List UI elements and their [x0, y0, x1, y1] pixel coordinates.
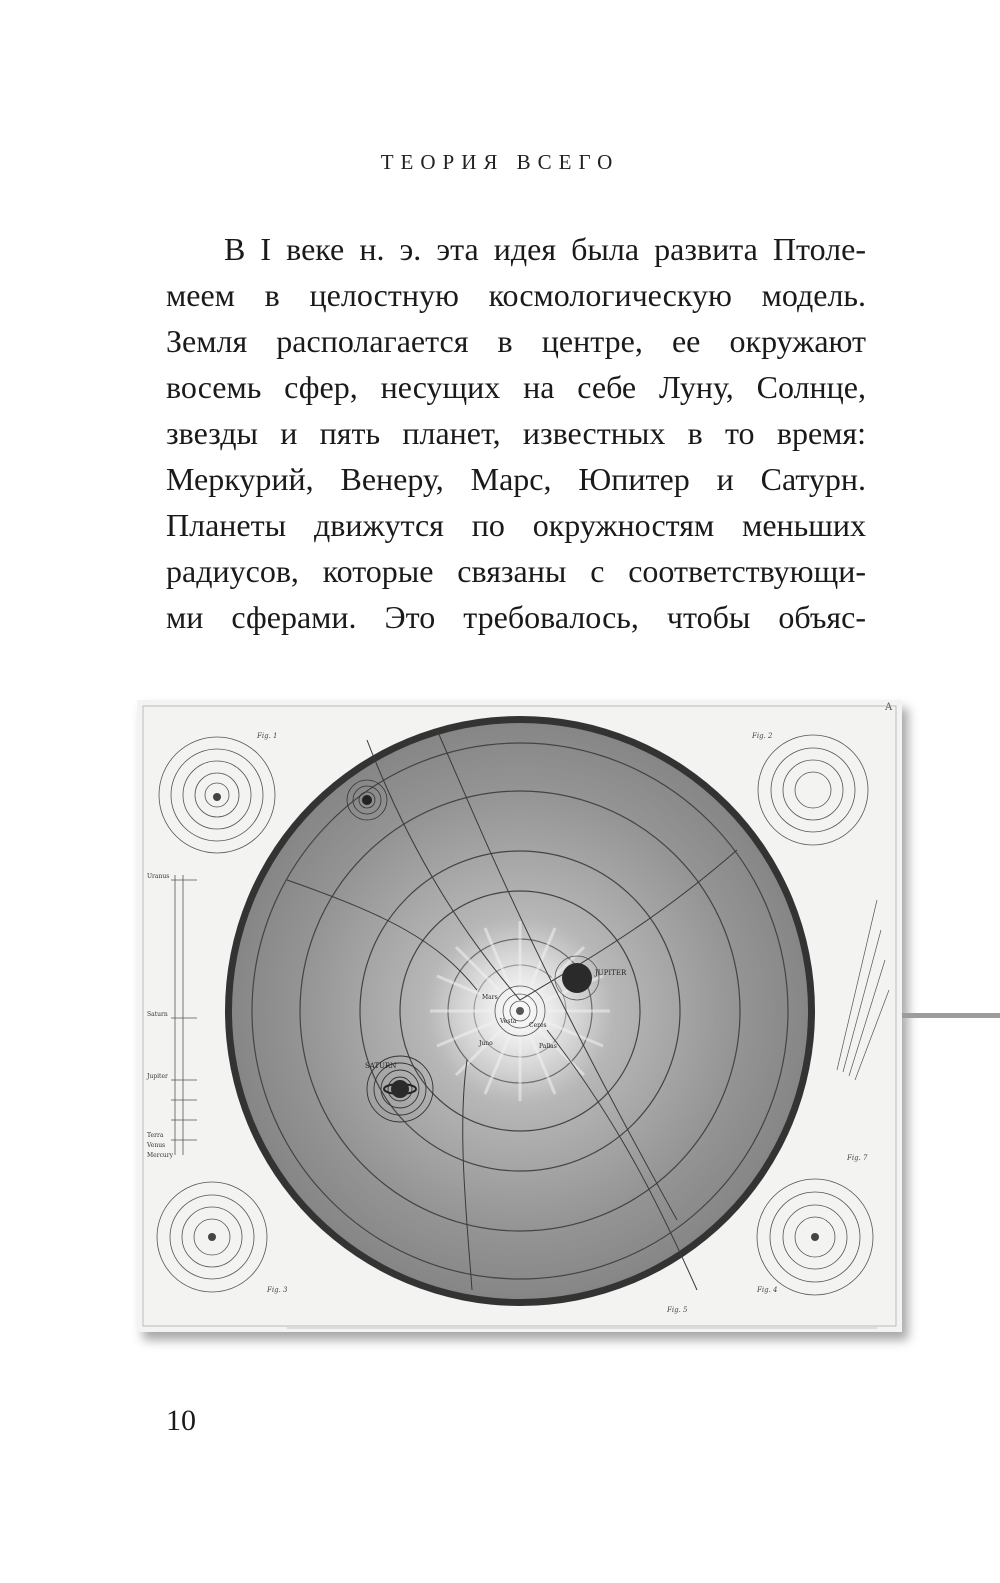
saturn-scale-label: Saturn — [147, 1011, 168, 1018]
jupiter-label: JUPITER — [595, 969, 627, 977]
text-line: восемь сфер, несущих на себе Луну, Солнце, — [166, 369, 866, 405]
vesta-label: Vesta — [500, 1018, 517, 1025]
thumb-index-tab — [902, 1013, 1000, 1018]
fig4-label: Fig. 4 — [757, 1286, 778, 1294]
running-title: ТЕОРИЯ ВСЕГО — [380, 150, 620, 174]
fig5-label: Fig. 5 — [667, 1306, 688, 1314]
text-line: меем в целостную космологическую модель. — [166, 277, 866, 313]
mars-label: Mars — [482, 994, 498, 1001]
corner-label: A — [885, 702, 893, 713]
text-line: Меркурий, Венеру, Марс, Юпитер и Сатурн. — [166, 461, 866, 497]
earth-scale-label: Terra — [147, 1132, 164, 1139]
solar-system-engraving-figure — [137, 700, 902, 1332]
page-number: 10 — [166, 1404, 196, 1437]
text-line: В I веке н. э. эта идея была развита Птоле- — [224, 231, 866, 267]
uranus-planet — [362, 795, 372, 805]
text-line: радиусов, которые связаны с соответствующи- — [166, 553, 866, 589]
jupiter-scale-label: Jupiter — [147, 1073, 168, 1080]
saturn-planet — [391, 1080, 409, 1098]
text-line: Планеты движутся по окружностям меньших — [166, 507, 866, 543]
text-line: звезды и пять планет, известных в то время: — [166, 415, 866, 451]
text-line: Земля располагается в центре, ее окружают — [166, 323, 866, 359]
solar-system-engraving-icon — [137, 700, 902, 1332]
fig1-label: Fig. 1 — [257, 732, 278, 740]
saturn-label: SATURN — [365, 1062, 397, 1070]
mercury-scale-label: Mercury — [147, 1152, 174, 1159]
fig3-label: Fig. 3 — [267, 1286, 288, 1294]
ceres-label: Ceres — [529, 1022, 547, 1029]
body-paragraph — [166, 226, 866, 640]
juno-label: Juno — [479, 1040, 493, 1047]
text-line: ми сферами. Это требовалось, чтобы объяс- — [166, 599, 866, 635]
venus-scale-label: Venus — [147, 1142, 166, 1149]
jupiter-planet — [562, 963, 592, 993]
pallas-label: Pallas — [539, 1043, 557, 1050]
uranus-scale-label: Uranus — [147, 873, 170, 880]
fig7-label: Fig. 7 — [847, 1154, 868, 1162]
fig2-label: Fig. 2 — [752, 732, 773, 740]
